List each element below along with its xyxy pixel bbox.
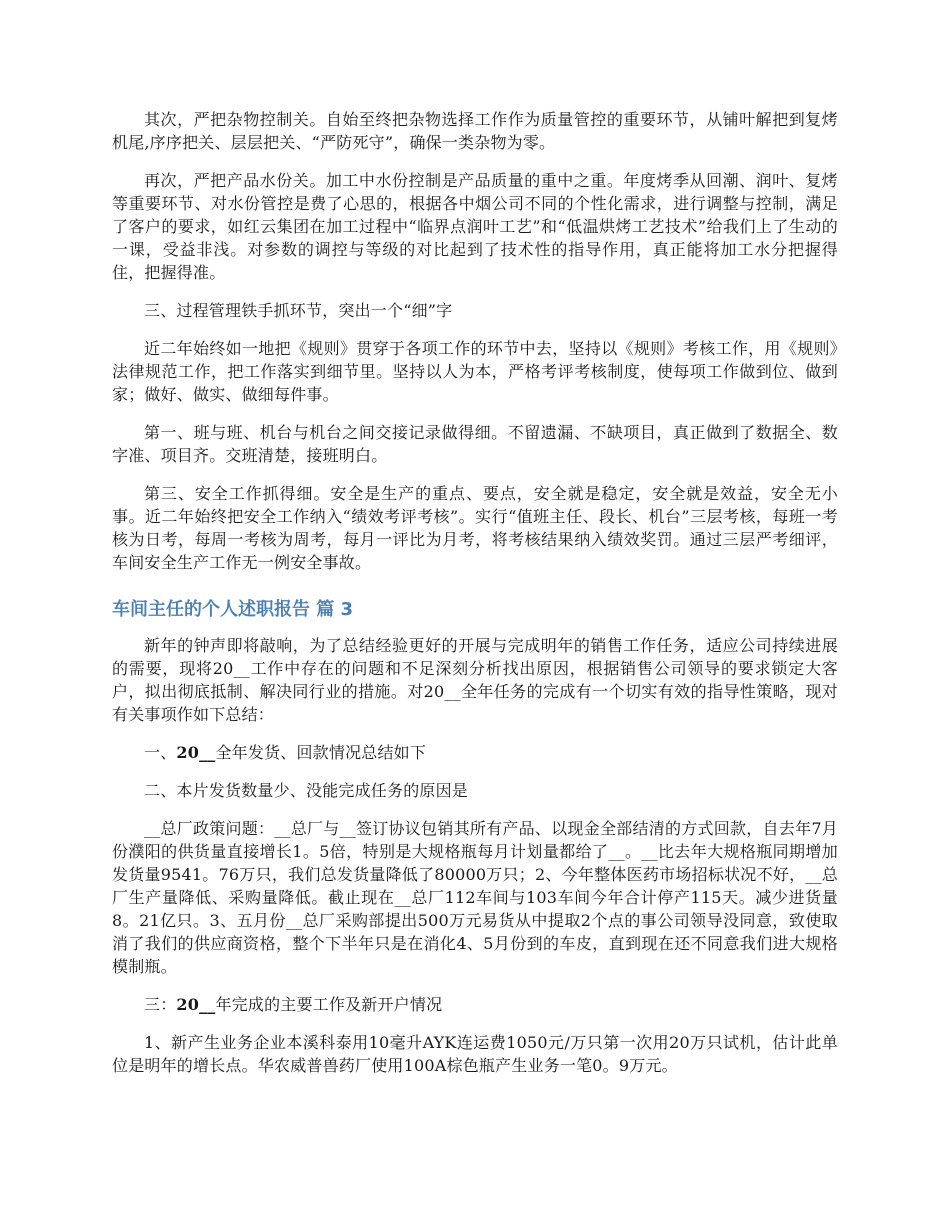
item-3-text: 年完成的主要工作及新开户情况: [215, 995, 443, 1014]
item-3-prefix: 三：: [144, 995, 177, 1014]
paragraph-rules: 近二年始终如一地把《规则》贯穿于各项工作的环节中去，坚持以《规则》考核工作，用《规则》法律规范工作，把工作落实到细节里。坚持以人为本，严格考评考核制度，使每项工作做到位、做到家；做好、做实、做细每件事。: [112, 339, 838, 404]
paragraph-item-1: [112, 741, 838, 764]
paragraph-intro: 新年的钟声即将敲响，为了总结经验更好的开展与完成明年的销售工作任务，适应公司持续进展的需要，现将20__工作中存在的问题和不足深刻分析找出原因，根据销售公司领导的要求锁定大客户，拟出彻底抵制、解决同行业的措施。对20__全年任务的完成有一个切实有效的指导性策略，现对有关事项作如下总结：: [112, 636, 838, 724]
paragraph-impurity-control: 其次，严把杂物控制关。自始至终把杂物选择工作作为质量管控的重要环节，从铺叶解把到复烤机尾,序序把关、层层把关、“严防死守”，确保一类杂物为零。: [112, 110, 838, 152]
paragraph-item-2-detail: __总厂政策问题：__总厂与__签订协议包销其所有产品、以现金全部结清的方式回款，自去年7月份濮阳的供货量直接增长1。5倍，特别是大规格瓶每月计划量都给了__。__比去年大规格瓶同期增加发货量9541。76万只，我们总发货量降低了80000万只；2、今年整体医药市场招标状况不好，__总厂生产量降低、采购量降低。截止现在__总厂112车间与103车间今年合计停产115天。减少进货量8。21亿只。3、五月份__总厂采购部提出500万元易货从中提取2个点的事公司领导没同意，致使取消了我们的供应商资格，整个下半年只是在消化4、5月份到的车皮，直到现在还不同意我们进大规格模制瓶。: [112, 819, 838, 976]
paragraph-item-2: 二、本片发货数量少、没能完成任务的原因是: [144, 781, 469, 800]
paragraph-item-3: [112, 993, 838, 1016]
paragraph-safety: 第三、安全工作抓得细。安全是生产的重点、要点，安全就是稳定，安全就是效益，安全无小事。近二年始终把安全工作纳入“绩效考评考核”。实行“值班主任、段长、机台”三层考核，每班一考核为日考，每周一考核为周考，每月一评比为月考，将考核结果纳入绩效奖罚。通过三层严考细评，车间安全生产工作无一例安全事故。: [112, 484, 838, 572]
item-1-text: 全年发货、回款情况总结如下: [215, 743, 427, 762]
paragraph-shift-handover: 第一、班与班、机台与机台之间交接记录做得细。不留遗漏、不缺项目，真正做到了数据全、数字准、项目齐。交班清楚，接班明白。: [112, 423, 838, 465]
item-1-year: 20__: [176, 743, 216, 762]
paragraph-item-3-detail: 1、新产生业务企业本溪科泰用10毫升AYK连运费1050元/万只第一次用20万只试机，估计此单位是明年的增长点。华农威普兽药厂使用100A棕色瓶产生业务一笔0。9万元。: [112, 1033, 838, 1075]
item-3-year: 20__: [176, 995, 216, 1014]
paragraph-process-management-title: 三、过程管理铁手抓环节，突出一个“细”字: [144, 301, 453, 320]
item-1-prefix: 一、: [144, 743, 177, 762]
section-heading: 车间主任的个人述职报告 篇 3: [112, 599, 354, 620]
paragraph-moisture-control: 再次，严把产品水份关。加工中水份控制是产品质量的重中之重。年度烤季从回潮、润叶、复烤等重要环节、对水份管控是费了心思的，根据各中烟公司不同的个性化需求，进行调整与控制，满足了客户的要求，如红云集团在加工过程中“临界点润叶工艺”和“低温烘烤工艺技术”给我们上了生动的一课，受益非浅。对参数的调控与等级的对比起到了技术性的指导作用，真正能将加工水分把握得住，把握得准。: [112, 171, 838, 282]
